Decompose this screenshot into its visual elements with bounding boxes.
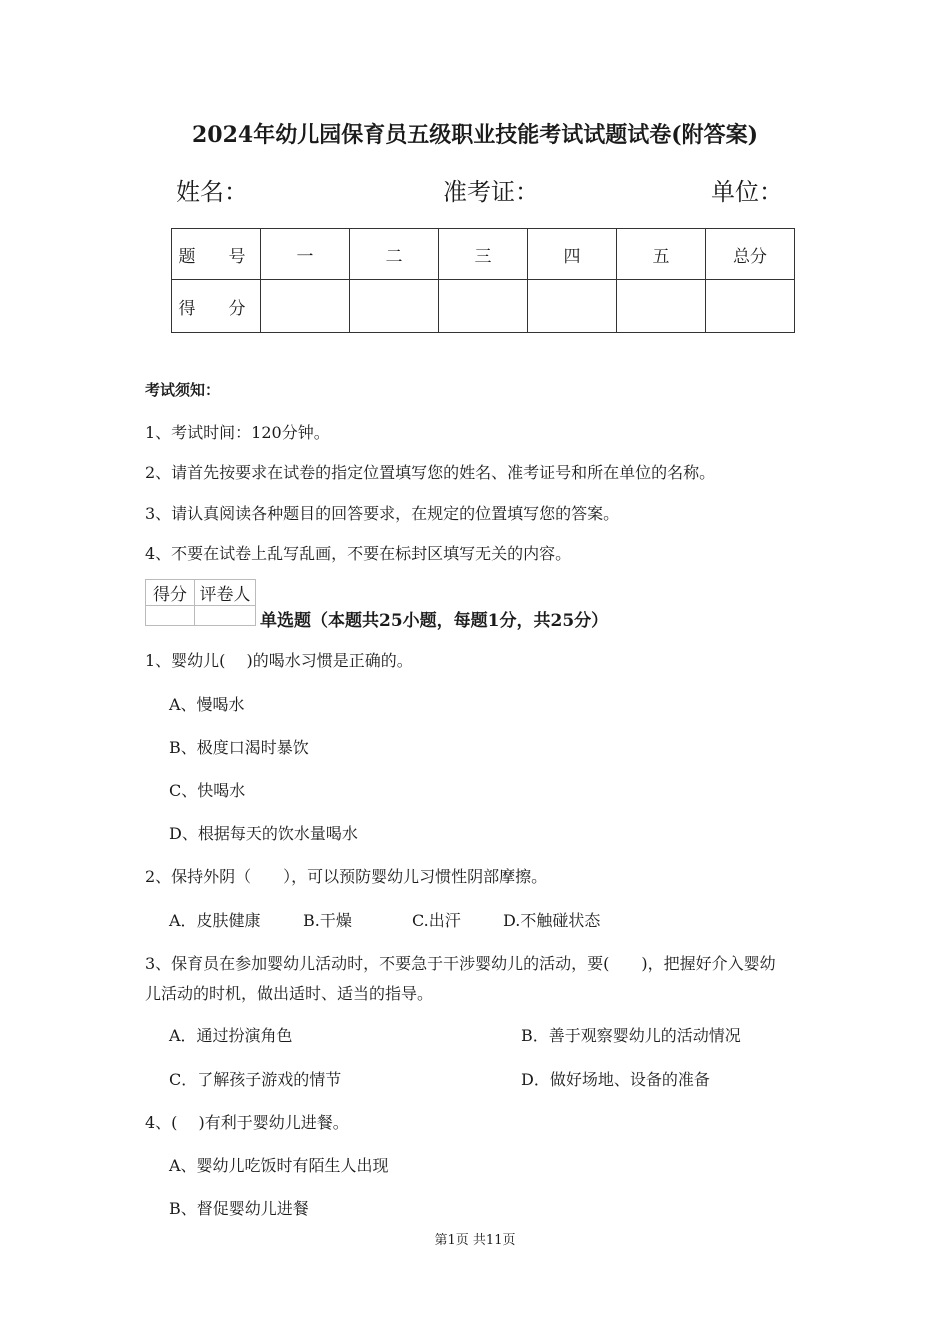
score-table-cell: 二 <box>350 229 439 280</box>
question-stem: 4、( )有利于婴幼儿进餐。 <box>145 1113 349 1132</box>
question-option: C.出汗 <box>412 911 461 930</box>
question-stem: 3、保育员在参加婴幼儿活动时，不要急于干涉婴幼儿的活动，要( )，把握好介入婴幼 <box>145 954 776 973</box>
score-table-cell: 一 <box>261 229 350 280</box>
question-option: A．皮肤健康 <box>169 911 261 930</box>
question-option: B、督促婴幼儿进餐 <box>169 1199 309 1218</box>
question-option: A．通过扮演角色 <box>169 1026 293 1045</box>
question-option: B．善于观察婴幼儿的活动情况 <box>521 1026 741 1045</box>
grader-box-label: 评卷人 <box>195 580 256 606</box>
grader-box <box>145 579 256 626</box>
score-table-cell: 三 <box>439 229 528 280</box>
score-table-cell: 五 <box>617 229 706 280</box>
notice-item: 4、不要在试卷上乱写乱画，不要在标封区填写无关的内容。 <box>145 544 572 563</box>
notice-item: 1、考试时间：120分钟。 <box>145 423 330 442</box>
page-footer: 第1页 共11页 <box>434 1233 516 1248</box>
question-stem: 2、保持外阴（ ），可以预防婴幼儿习惯性阴部摩擦。 <box>145 867 548 886</box>
question-option: C．了解孩子游戏的情节 <box>169 1070 342 1089</box>
score-entry-cell[interactable] <box>350 280 439 333</box>
section-title: 单选题（本题共25小题，每题1分，共25分） <box>260 611 609 631</box>
score-table-cell: 四 <box>528 229 617 280</box>
unit-field-label: 单位： <box>711 178 783 206</box>
score-table-score-row <box>172 280 795 333</box>
question-option: C、快喝水 <box>169 781 246 800</box>
score-entry-cell[interactable] <box>706 280 795 333</box>
notice-heading: 考试须知： <box>145 381 221 399</box>
score-entry-cell[interactable] <box>261 280 350 333</box>
question-stem-continued: 儿活动的时机，做出适时、适当的指导。 <box>145 984 434 1003</box>
score-table <box>171 228 795 333</box>
grader-score-cell[interactable] <box>146 606 195 626</box>
question-option: A、婴幼儿吃饭时有陌生人出现 <box>169 1156 389 1175</box>
document-title: 2024年幼儿园保育员五级职业技能考试试题试卷(附答案) <box>191 122 759 148</box>
question-option: D.不触碰状态 <box>503 911 601 930</box>
question-option: B、极度口渴时暴饮 <box>169 738 309 757</box>
grader-signature-cell[interactable] <box>195 606 256 626</box>
question-option: A、慢喝水 <box>169 695 245 714</box>
notice-item: 2、请首先按要求在试卷的指定位置填写您的姓名、准考证号和所在单位的名称。 <box>145 463 716 482</box>
notice-item: 3、请认真阅读各种题目的回答要求，在规定的位置填写您的答案。 <box>145 504 620 523</box>
grader-box-label: 得分 <box>146 580 195 606</box>
score-entry-cell[interactable] <box>528 280 617 333</box>
score-entry-cell[interactable] <box>439 280 528 333</box>
question-option: B.干燥 <box>303 911 352 930</box>
name-field-label: 姓名： <box>176 178 248 206</box>
score-table-cell: 总分 <box>706 229 795 280</box>
question-option: D、根据每天的饮水量喝水 <box>169 824 358 843</box>
score-table-cell: 题 号 <box>172 229 261 280</box>
question-option: D．做好场地、设备的准备 <box>521 1070 710 1089</box>
score-table-header-row <box>172 229 795 280</box>
score-table-cell: 得 分 <box>172 280 261 333</box>
score-entry-cell[interactable] <box>617 280 706 333</box>
exam-id-field-label: 准考证： <box>443 178 539 206</box>
question-stem: 1、婴幼儿( )的喝水习惯是正确的。 <box>145 651 413 670</box>
